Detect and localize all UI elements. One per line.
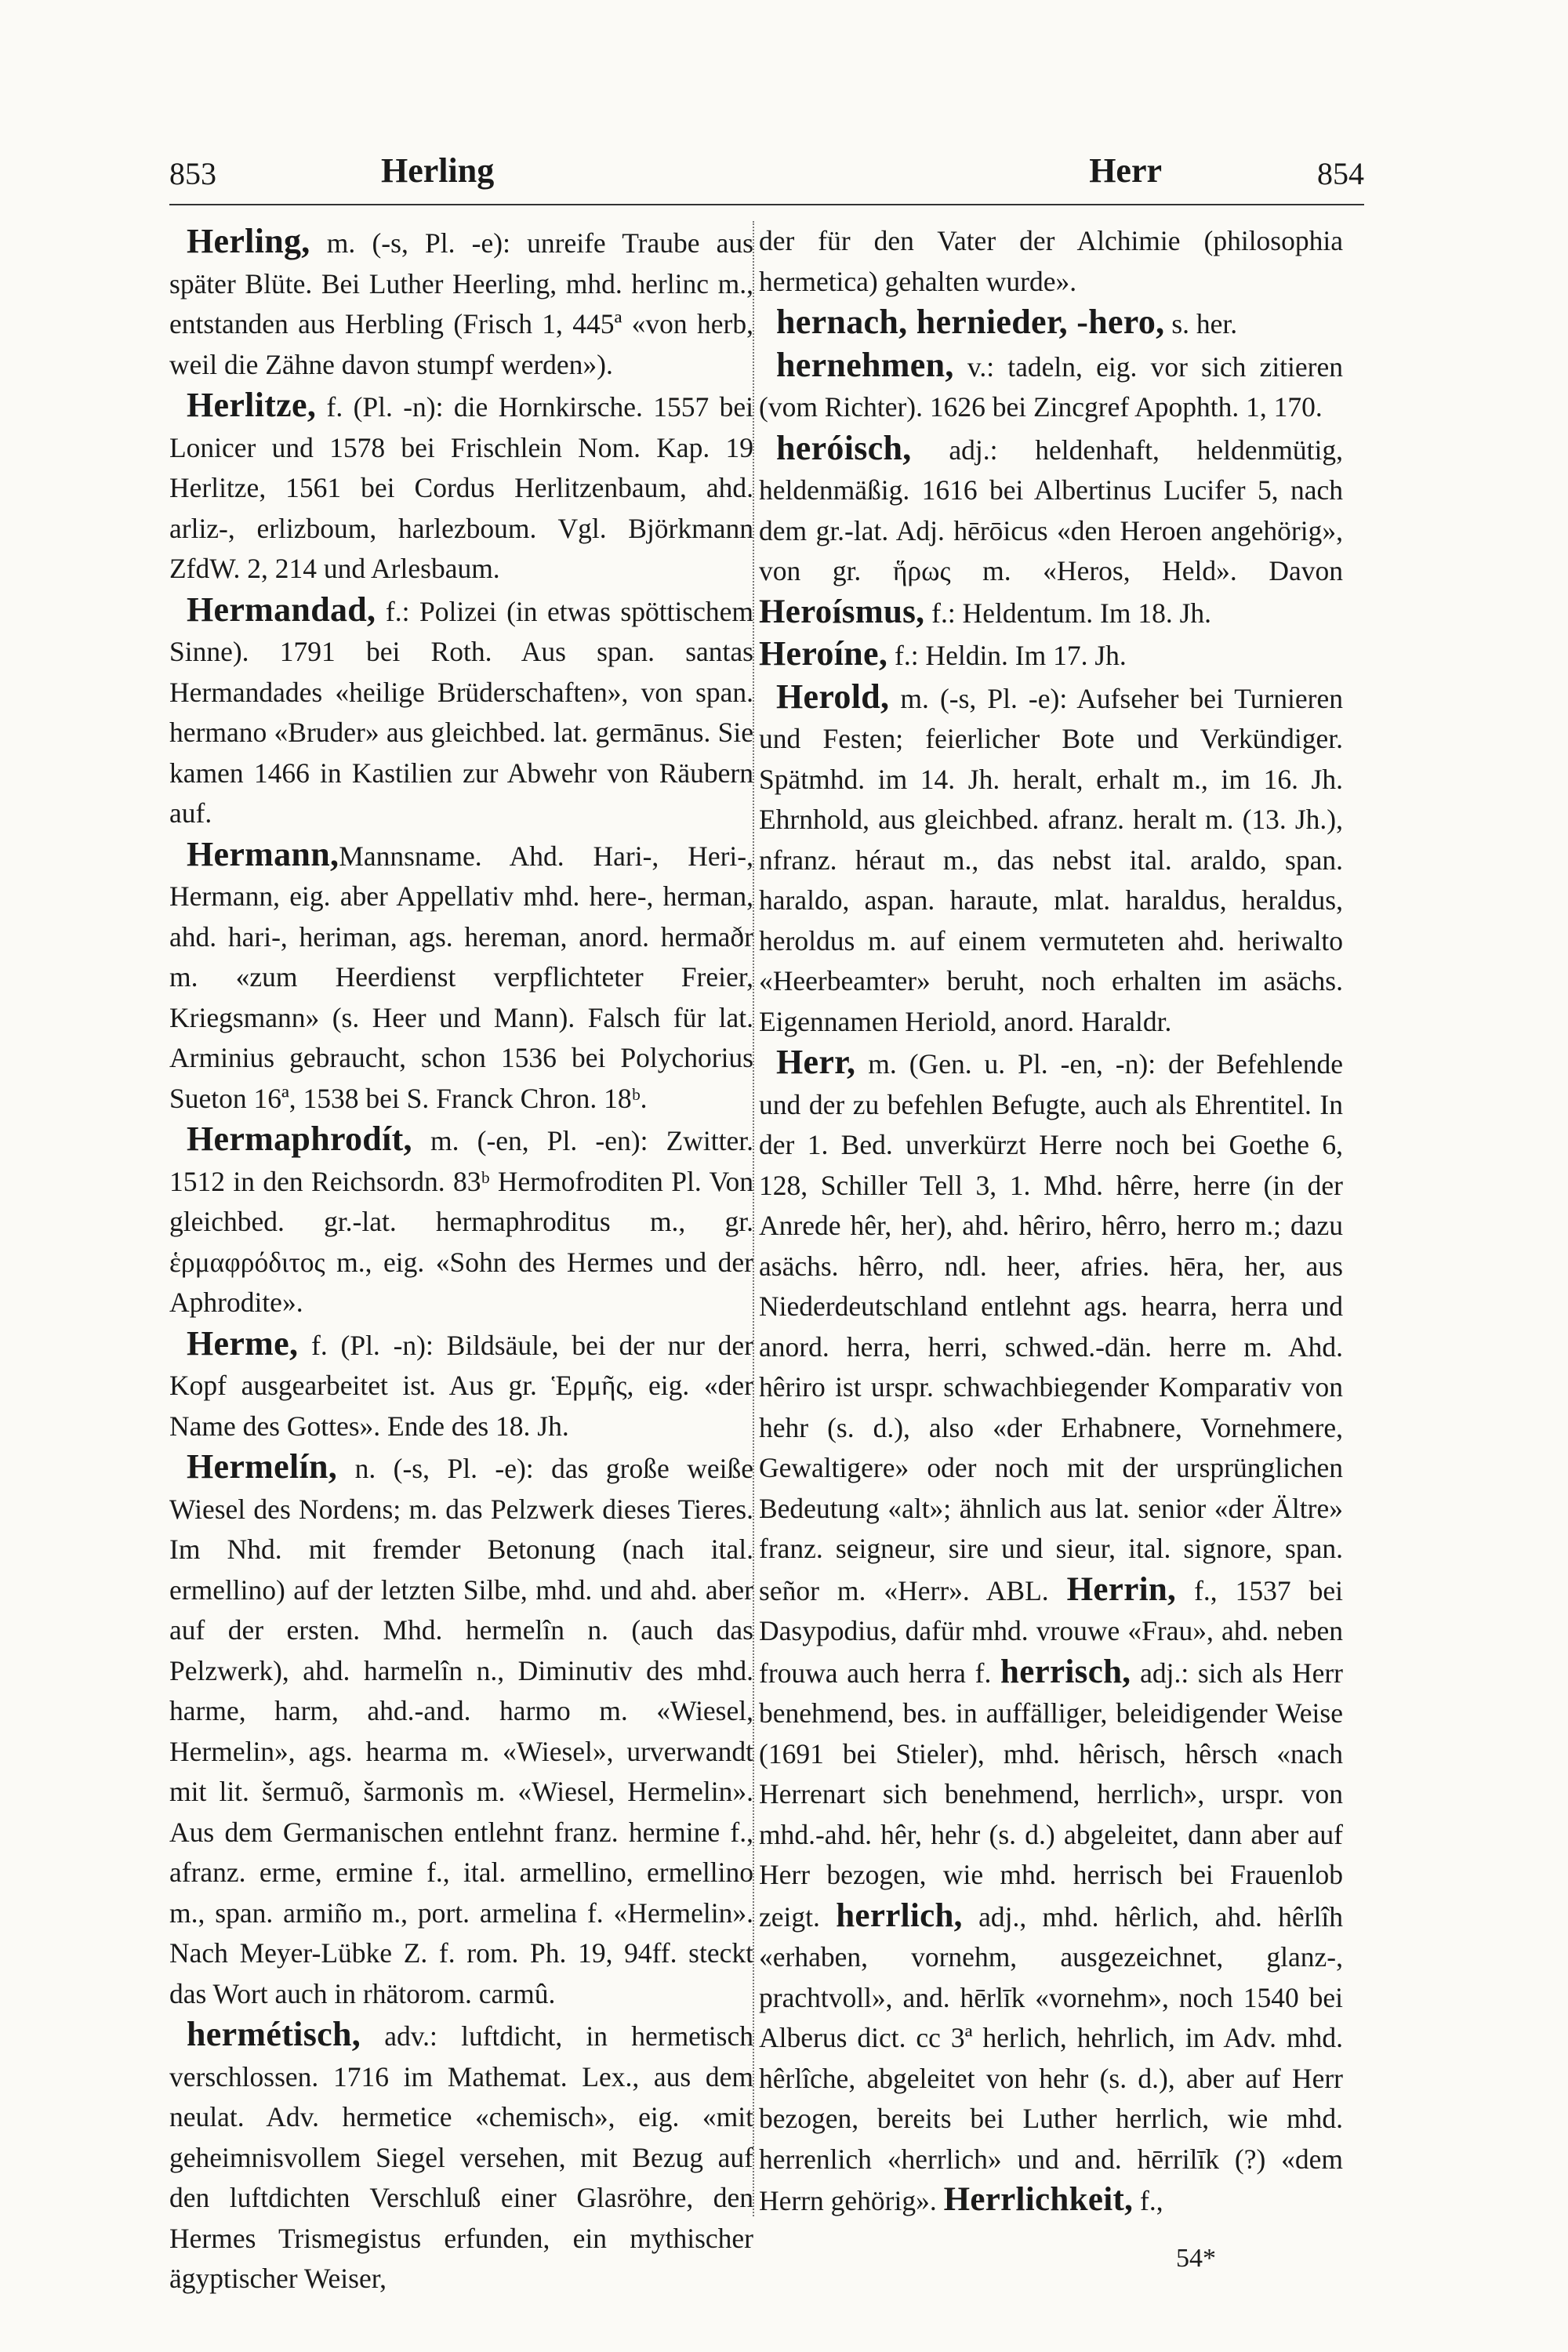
dictionary-entry <box>759 345 1343 428</box>
dictionary-entry <box>169 1119 753 1323</box>
entry-headword: Herold, <box>776 677 890 716</box>
column-divider <box>753 221 754 2216</box>
page-number-right: 854 <box>1317 156 1364 191</box>
entry-body: n. (-s, Pl. -e): das große weiße Wiesel des Nordens; m. das Pelzwerk dieses Tieres. Im Nhd. mit fremder Betonung (nach ital. ermellino) auf der letzten Silbe, mhd. und ahd. aber auf der ersten. Mhd. hermelîn n. (auch das Pelzwerk), ahd. harmelîn n., Diminutiv des mhd. harme, harm, ahd.-and. harmo m. «Wiesel, Hermelin», ags. hearma m. «Wiesel», urverwandt mit lit. šermuõ, šarmonìs m. «Wiesel, Hermelin». Aus dem Germanischen entlehnt franz. hermine f., afranz. erme, ermine f., ital. armellino, ermellino m., span. armiño m., port. armelina f. «Hermelin». Nach Meyer-Lübke Z. f. rom. Ph. 19, 94ff. steckt das Wort auch in rhätorom. carmû. <box>169 1453 753 2009</box>
entry-body: f. (Pl. -n): die Hornkirsche. 1557 bei Lonicer und 1578 bei Frischlein Nom. Kap. 19 Herlitze, 1561 bei Cordus Herlitzenbaum, ahd. arliz-, erlizboum, harlezboum. Vgl. Björkmann ZfdW. 2, 214 und Arlesbaum. <box>169 391 753 584</box>
entry-subheadword: Herrlichkeit, <box>943 2181 1134 2218</box>
entry-headword: Hermandad, <box>187 590 376 629</box>
dictionary-entry <box>169 834 753 1120</box>
entry-body: der für den Vater der Alchimie (philosophia hermetica) gehalten wurde». <box>759 225 1343 297</box>
entry-headword: Herr, <box>776 1043 856 1081</box>
entry-subheadword: herrlich, <box>836 1896 963 1934</box>
entry-headword: hermétisch, <box>187 2015 361 2053</box>
guideword-left: Herling <box>381 151 495 190</box>
page-number-left: 853 <box>169 156 216 191</box>
entry-headword: Herme, <box>187 1323 299 1363</box>
right-column <box>759 221 1344 2218</box>
dictionary-entry <box>169 221 753 385</box>
entry-body: m. (-en, Pl. -en): Zwitter. 1512 in den Reichsordn. 83ᵇ Hermofroditen Pl. Von gleichbed. gr.-lat. hermaphroditus m., gr. ἑρμαφρόδιτος m., eig. «Sohn des Hermes und der Aphrodite». <box>169 1125 753 1318</box>
entry-subheadword: Heroísmus, <box>759 593 925 630</box>
entry-headword: Herlitze, <box>187 386 317 424</box>
entry-body: f.: Heldin. Im 17. Jh. <box>887 640 1127 671</box>
entry-body: f., 1537 bei Dasypodius, dafür mhd. vrouwe «Frau», ahd. neben frouwa auch herra f. <box>759 1574 1343 1689</box>
dictionary-entry <box>759 1042 1343 2222</box>
entry-headword: Hermelín, <box>187 1447 338 1486</box>
running-header <box>169 149 1364 205</box>
dictionary-entry <box>169 2014 753 2299</box>
guideword-right: Herr <box>1089 151 1162 190</box>
entry-subheadword: Herrin, <box>1066 1570 1177 1608</box>
entry-subheadword: herrisch, <box>1000 1653 1131 1690</box>
entry-body: adj.: heldenhaft, heldenmütig, heldenmäßig. 1616 bei Albertinus Lucifer 5, nach dem gr.-lat. Adj. hērōicus «den Heroen angehörig», von gr. ἥρως m. «Heros, Held». Davon <box>759 434 1343 586</box>
entry-body: m. (-s, Pl. -e): Aufseher bei Turnieren und Festen; feierlicher Bote und Verkündiger. Spätmhd. im 14. Jh. heralt, erhalt m., im 16. Jh. Ehrnhold, aus gleichbed. afranz. heralt m. (13. Jh.), nfranz. héraut m., das nebst ital. araldo, span. haraldo, aspan. haraute, mlat. haraldus, heraldus, heroldus m. auf einem vermuteten ahd. heriwalto «Heerbeamter» beruht, noch erhalten im asächs. Eigennamen Heriold, anord. Haraldr. <box>759 682 1343 1037</box>
dictionary-entry <box>759 428 1343 634</box>
entry-body: v.: tadeln, eig. vor sich zitieren (vom Richter). 1626 bei Zincgref Apophth. 1, 170. <box>759 350 1343 423</box>
entry-body: f., <box>1133 2185 1163 2216</box>
entry-headword: Heroíne, <box>759 634 888 673</box>
entry-body: f. (Pl. -n): Bildsäule, bei der nur der Kopf ausgearbeitet ist. Aus gr. Ἑρμῆς, eig. «der Name des Gottes». Ende des 18. Jh. <box>169 1329 753 1442</box>
dictionary-entry <box>169 385 753 590</box>
dictionary-entry <box>169 1446 753 2014</box>
entry-body: adj., mhd. hêrlich, ahd. hêrlîh «erhaben, vornehm, ausgezeichnet, glanz-, prachtvoll», and. hērlīk «vornehm», noch 1540 bei Alberus dict. cc 3ª herlich, hehrlich, im Adv. mhd. hêrlîche, abgeleitet von hehr (s. d.), aber auf Herr bezogen, bereits bei Luther herrlich, wie mhd. herrenlich «herrlich» und and. hērrilīk (?) «dem Herrn gehörig». <box>759 1900 1343 2216</box>
entry-body: m. (Gen. u. Pl. -en, -n): der Befehlende und der zu befehlen Befugte, auch als Ehrentitel. In der 1. Bed. unverkürzt Herre noch bei Goethe 6, 128, Schiller Tell 3, 1. Mhd. hêrre, herre (in der Anrede hêr, her), ahd. hêriro, hêrro, herro m.; dazu asächs. hêrro, ndl. heer, afries. hēra, her, aus Niederdeutschland entlehnt ags. hearra, herra und anord. herra, herri, schwed.-dän. herre m. Ahd. hêriro ist urspr. schwachbiegender Komparativ von hehr (s. d.), also «der Erhabnere, Vornehmere, Gewaltigere» oder noch mit der ursprünglichen Bedeutung «alt»; ähnlich aus lat. senior «der Ältre» franz. seigneur, sire und sieur, ital. signore, span. señor m. «Herr». ABL. <box>759 1048 1343 1606</box>
entry-headword: hernach, hernieder, -hero, <box>776 303 1165 341</box>
entry-body: adv.: luftdicht, in hermetisch verschlossen. 1716 im Mathemat. Lex., aus dem neulat. Adv. hermetice «chemisch», eig. «mit geheimnisvollem Siegel versehen, mit Bezug auf den luftdichten Verschluß einer Glasröhre, den Hermes Trismegistus erfunden, ein mythischer ägyptischer Weiser, <box>169 2020 753 2294</box>
entry-body: m. (-s, Pl. -e): unreife Traube aus später Blüte. Bei Luther Heerling, mhd. herlinc m., entstanden aus Herbling (Frisch 1, 445ª «von herb, weil die Zähne davon stumpf werden»). <box>169 227 753 380</box>
dictionary-entry <box>759 677 1343 1043</box>
entry-body: s. her. <box>1164 308 1238 339</box>
entry-headword: Hermann, <box>187 834 339 873</box>
entry-headword: hernehmen, <box>776 345 954 384</box>
entry-body: adj.: sich als Herr benehmend, bes. in auffälliger, beleidigender Weise (1691 bei Stieler), mhd. hêrisch, hêrsch «nach Herrenart sich benehmend, herrlich», urspr. von mhd.-ahd. hêr, hehr (s. d.) abgeleitet, dann aber auf Herr bezogen, wie mhd. herrisch bei Frauenlob zeigt. <box>759 1657 1344 1933</box>
dictionary-entry <box>169 590 753 834</box>
entry-headword: Herling, <box>187 222 310 260</box>
entry-body: f.: Polizei (in etwas spöttischem Sinne). 1791 bei Roth. Aus span. santas Hermandades «heilige Brüderschaften», von span. hermano «Bruder» aus gleichbed. lat. germānus. Sie kamen 1466 in Kastilien zur Abwehr von Räubern auf. <box>169 595 753 829</box>
entry-body: Mannsname. Ahd. Hari-, Heri-, Hermann, eig. aber Appellativ mhd. here-, herman, ahd. hari-, heriman, ags. hereman, anord. hermaðr m. «zum Heerdienst verpflichteter Freier, Kriegsmann» (s. Heer und Mann). Falsch für lat. Arminius gebraucht, schon 1536 bei Polychorius Sueton 16ª, 1538 bei S. Franck Chron. 18ᵇ. <box>169 840 753 1114</box>
entry-headword: heróisch, <box>776 428 912 467</box>
left-column <box>169 221 753 2294</box>
entry-headword: Hermaphrodít, <box>187 1120 412 1158</box>
entry-continuation <box>759 221 1343 302</box>
entry-body: f.: Heldentum. Im 18. Jh. <box>924 597 1212 629</box>
dictionary-entry <box>759 302 1343 345</box>
signature-mark: 54* <box>1176 2244 1216 2273</box>
dictionary-entry <box>169 1323 753 1447</box>
dictionary-entry <box>759 633 1343 677</box>
